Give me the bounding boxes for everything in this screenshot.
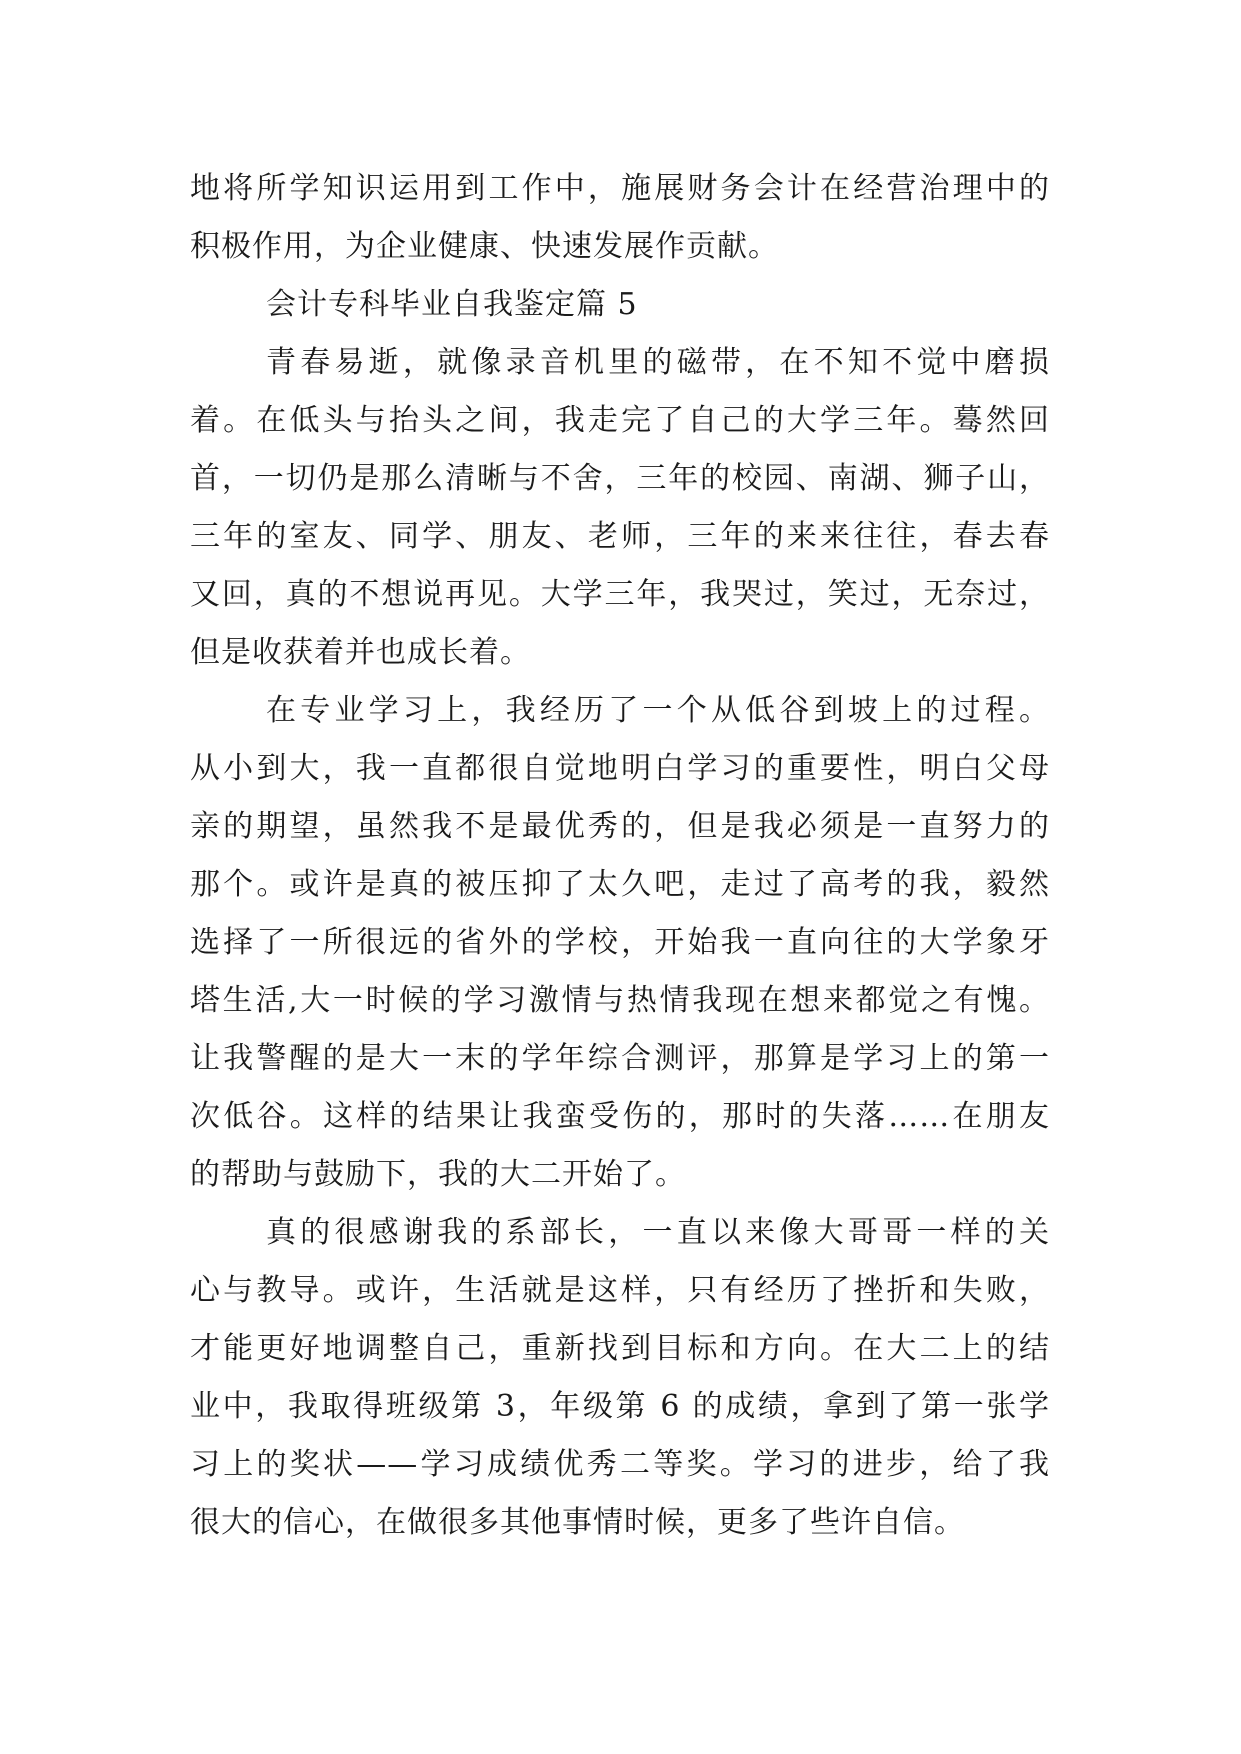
text-line: 的帮助与鼓励下，我的大二开始了。 <box>190 1157 686 1192</box>
text-line: 亲的期望，虽然我不是最优秀的，但是我必须是一直努力的 <box>190 809 1050 844</box>
text-line: 着。在低头与抬头之间，我走完了自己的大学三年。蓦然回 <box>190 403 1050 438</box>
text-line: 三年的室友、同学、朋友、老师，三年的来来往往，春去春 <box>190 519 1050 554</box>
text-line: 但是收获着并也成长着。 <box>190 635 531 670</box>
text-line: 会计专科毕业自我鉴定篇 5 <box>266 287 638 322</box>
text-line: 青春易逝，就像录音机里的磁带，在不知不觉中磨损 <box>266 345 1050 380</box>
text-line: 那个。或许是真的被压抑了太久吧，走过了高考的我，毅然 <box>190 867 1050 902</box>
text-line: 习上的奖状——学习成绩优秀二等奖。学习的进步，给了我 <box>190 1447 1050 1482</box>
text-line: 让我警醒的是大一末的学年综合测评，那算是学习上的第一 <box>190 1041 1050 1076</box>
text-line: 地将所学知识运用到工作中，施展财务会计在经营治理中的 <box>190 171 1050 206</box>
text-line: 首，一切仍是那么清晰与不舍，三年的校园、南湖、狮子山， <box>190 461 1050 496</box>
text-line: 次低谷。这样的结果让我蛮受伤的，那时的失落……在朋友 <box>190 1099 1050 1134</box>
text-line: 从小到大，我一直都很自觉地明白学习的重要性，明白父母 <box>190 751 1050 786</box>
text-line: 积极作用，为企业健康、快速发展作贡献。 <box>190 229 779 264</box>
text-line: 心与教导。或许，生活就是这样，只有经历了挫折和失败， <box>190 1273 1050 1308</box>
text-line: 塔生活,大一时候的学习激情与热情我现在想来都觉之有愧。 <box>190 983 1050 1018</box>
text-line: 才能更好地调整自己，重新找到目标和方向。在大二上的结 <box>190 1331 1050 1366</box>
text-line: 选择了一所很远的省外的学校，开始我一直向往的大学象牙 <box>190 925 1050 960</box>
document-body <box>190 160 1050 1552</box>
text-line: 在专业学习上，我经历了一个从低谷到坡上的过程。 <box>266 693 1050 728</box>
text-line: 又回，真的不想说再见。大学三年，我哭过，笑过，无奈过， <box>190 577 1050 612</box>
text-line: 真的很感谢我的系部长，一直以来像大哥哥一样的关 <box>266 1215 1050 1250</box>
text-line: 很大的信心，在做很多其他事情时候，更多了些许自信。 <box>190 1505 965 1540</box>
text-line: 业中，我取得班级第 3，年级第 6 的成绩，拿到了第一张学 <box>190 1389 1050 1424</box>
